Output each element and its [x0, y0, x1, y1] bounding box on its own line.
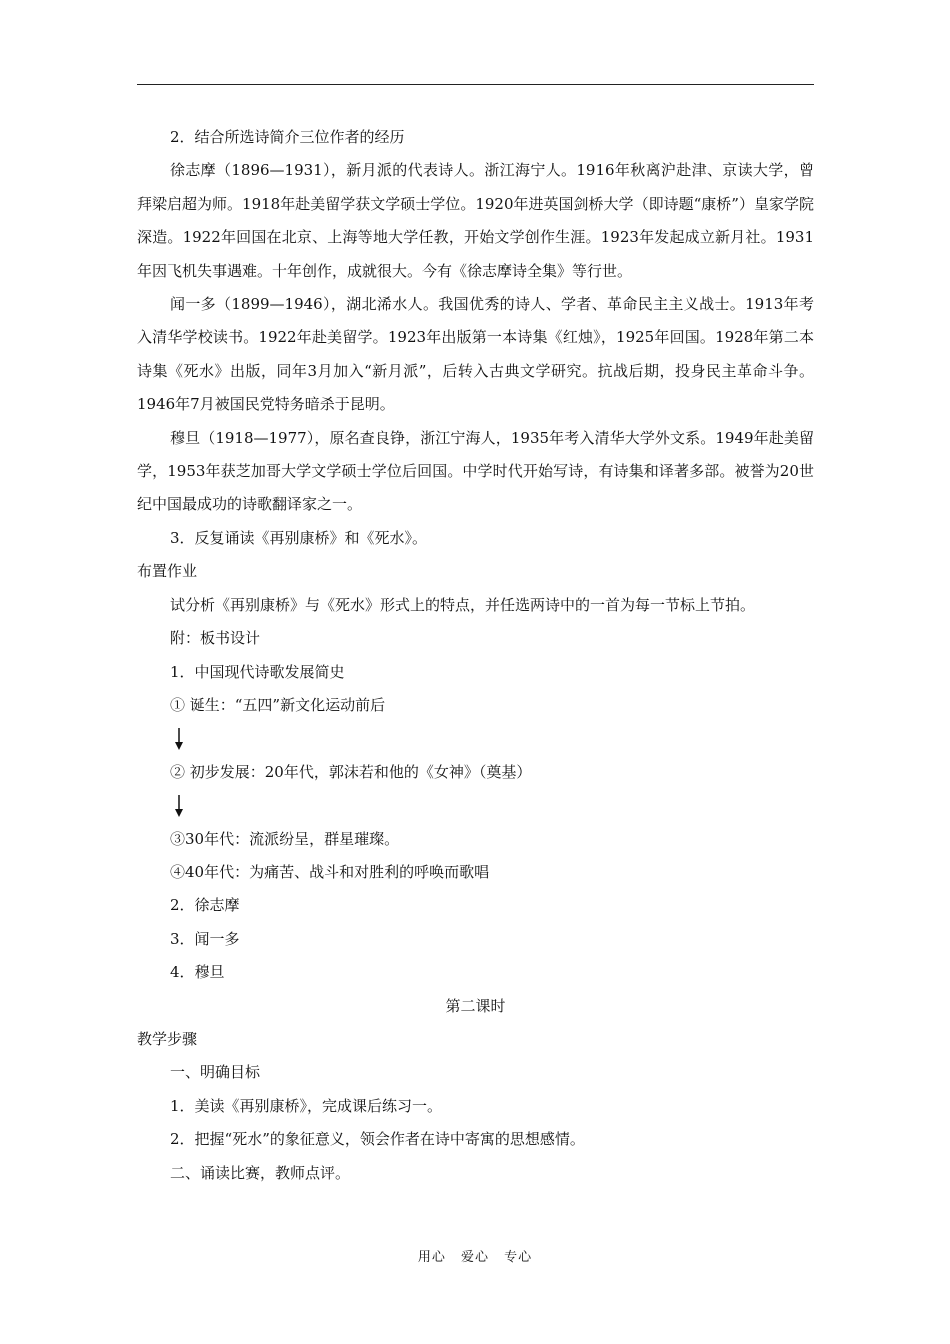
- section2-heading: 2．结合所选诗简介三位作者的经历: [170, 128, 405, 146]
- xu-zhimo-bio: 徐志摩（1896—1931），新月派的代表诗人。浙江海宁人。1916年秋离沪赴津、京读大学，曾拜梁启超为师。1918年赴美留学获文学硕士学位。1920年进英国剑桥大学（即诗题“康桥”）皇家学院深造。1922年回国在北京、上海等地大学任教，开始文学创作生涯。1923年发起成立新月社。1931年因飞机失事遇难。十年创作，成就很大。今有《徐志摩诗全集》等行世。: [137, 161, 814, 280]
- document-body: [137, 121, 814, 1190]
- arrow-down-row: [137, 722, 814, 755]
- header-rule: [137, 84, 814, 85]
- arrow-down-icon: [173, 728, 185, 750]
- board-stage-1: ① 诞生：“五四”新文化运动前后: [170, 695, 386, 714]
- board-item-2: 2．徐志摩: [170, 896, 240, 915]
- homework-text: 试分析《再别康桥》与《死水》形式上的特点，并任选两诗中的一首为每一节标上节拍。: [170, 595, 756, 614]
- arrow-down-row: [137, 789, 814, 822]
- goal-item-2: 2．把握“死水”的象征意义，领会作者在诗中寄寓的思想感情。: [170, 1130, 585, 1149]
- board-stage-4: ④40年代：为痛苦、战斗和对胜利的呼唤而歌唱: [170, 862, 490, 881]
- teaching-steps-heading: 教学步骤: [137, 1029, 198, 1048]
- board-stage-3: ③30年代：流派纷呈，群星璀璨。: [170, 829, 400, 848]
- goal-heading: 一、明确目标: [170, 1063, 261, 1082]
- homework-heading: 布置作业: [137, 562, 198, 581]
- board-item-1: 1．中国现代诗歌发展简史: [170, 662, 345, 681]
- contest-heading: 二、诵读比赛，教师点评。: [170, 1163, 351, 1182]
- board-item-4: 4．穆旦: [170, 963, 225, 982]
- goal-item-1: 1．美读《再别康桥》，完成课后练习一。: [170, 1096, 443, 1115]
- section3-text: 3．反复诵读《再别康桥》和《死水》。: [170, 528, 428, 547]
- board-stage-2: ② 初步发展：20年代，郭沫若和他的《女神》（奠基）: [170, 762, 532, 781]
- wen-yiduo-bio: 闻一多（1899—1946），湖北浠水人。我国优秀的诗人、学者、革命民主主义战士。1913年考入清华学校读书。1922年赴美留学。1923年出版第一本诗集《红烛》，1925年回国。1928年第二本诗集《死水》出版，同年3月加入“新月派”，后转入古典文学研究。抗战后期，投身民主革命斗争。1946年7月被国民党特务暗杀于昆明。: [137, 295, 814, 414]
- lesson2-title: 第二课时: [445, 996, 506, 1015]
- board-design-label: 附：板书设计: [170, 629, 261, 648]
- board-item-3: 3．闻一多: [170, 929, 240, 948]
- page-footer: 用心 爱心 专心: [417, 1250, 533, 1265]
- mu-dan-bio: 穆旦（1918—1977），原名查良铮，浙江宁海人，1935年考入清华大学外文系。1949年赴美留学，1953年获芝加哥大学文学硕士学位后回国。中学时代开始写诗，有诗集和译著多部。被誉为20世纪中国最成功的诗歌翻译家之一。: [137, 428, 814, 514]
- arrow-down-icon: [173, 795, 185, 817]
